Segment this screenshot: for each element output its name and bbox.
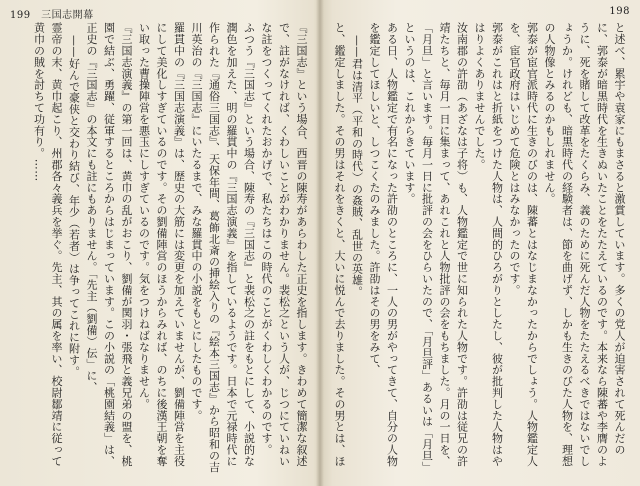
- paragraph: 郭泰がこれはと折紙をつけた人物は、人間的ひろがりとしたし、彼が批判した人物はやはりよくありませんでした。: [473, 22, 504, 467]
- paragraph: と、鑑定しました。その男はそれをきくと、大いに悦んで去りました。その男とは、ほ: [333, 22, 346, 467]
- right-page-folio: 198: [609, 6, 630, 17]
- paragraph: 郭泰が宦官派時代に生きのびのは、陳蕃とはなじまなかったからでしょう。人物鑑定人を、宦官政府はいじめて危険とはみなかったのです。: [508, 22, 539, 467]
- paragraph: 羅貫中の『三国志演義』は、歴史の大筋には変更を加えていませんが、劉備陣営を主役にして美化しすぎているのです。その劉備陣営のほうからみれば、のちに後漢王朝を奪い取った曹操陣営を悪玉にしすぎているのです。気をつけねばなりません。: [137, 22, 186, 467]
- book-gutter: [316, 0, 324, 486]
- block-quote: 霊帝の末、黄巾起こり、州郡各々義兵を挙ぐ。先主、其の属を率い、校尉鄒靖に従って黄巾の賊を討ちて功有り。……: [32, 22, 63, 467]
- left-page-folio: 199 三国志開幕: [10, 10, 94, 21]
- paragraph: ある日、人物鑑定で有名になった許劭のところに、一人の男がやってきて、自分の人物を鑑定してほしいと、しつこくたのみました。許劭はその男をみて、: [368, 22, 399, 467]
- paragraph: と述べ、累宇や袁家にもまさると激賞しています。多くの党人が迫害されて死んだのに、郭泰が暗黒時代を生きぬいたことをたたえているのです。本来なら陳蕃や李膺のように、死を賭して改革をたくらみ、義のために死んだ人物をたたえるべきではないでしょうか。けれども、暗黒時代の経験者は、節を曲げず、しかも生きのびた人物を、理想の人物像とみるのかもしれません。: [543, 22, 626, 467]
- block-quote: ——君は清平（平和の時代）の姦賊、乱世の英雄。: [350, 35, 364, 298]
- paragraph: 『三国志演義』の第一回は、黄巾の乱がおこり、劉備が関羽・張飛と義兄弟の盟を、桃園で結ぶ、勇躍、従軍するところからはじまっています。この小説の「桃園結義」は、正史の『三国志』の本文にも註にもありません。「先主（劉備）伝」に、: [85, 22, 133, 467]
- left-page-text: [10, 22, 310, 474]
- block-quote: ——好んで豪侠と交わり結び、年少（若者）は争ってこれに附す。: [67, 35, 81, 378]
- right-page-text: [330, 22, 628, 474]
- paragraph: 汝南郡の許劭（あざなは子将）も、人物鑑定で世に知られた人物です。許劭は従兄の許靖たちと、毎月一日に集まって、あれこれと人物批評の会をもちました。月の一日を、「月旦」と言います。毎月一日に批評の会をひらいたので、「月旦評」あるいは「月旦」というのは、これからきています。: [403, 22, 469, 473]
- paragraph: ふつう『三国志』という場合、陳寿の『三国志』と裴松之の註をもとにして、小説的な潤色を加えた、明の羅貫中の『三国志演義』を指しているようです。日本で元禄時代に作られた『通俗三国志』、天保年間、葛飾北斎の挿絵入りの『絵本三国志』から昭和の吉川英治の『三国志』にいたるまで、みな羅貫中の小説をもとにしたものです。: [190, 22, 256, 473]
- paragraph: 『三国志』という場合、西晋の陳寿があらわした正史を指します。きわめて簡潔な叙述で、註がなければ、くわしいことがわかりません。裴松之という人が、じつにていねいな註をつくってくれたおかげで、私たちはこの時代のことがくわしくわかるのです。: [260, 22, 308, 467]
